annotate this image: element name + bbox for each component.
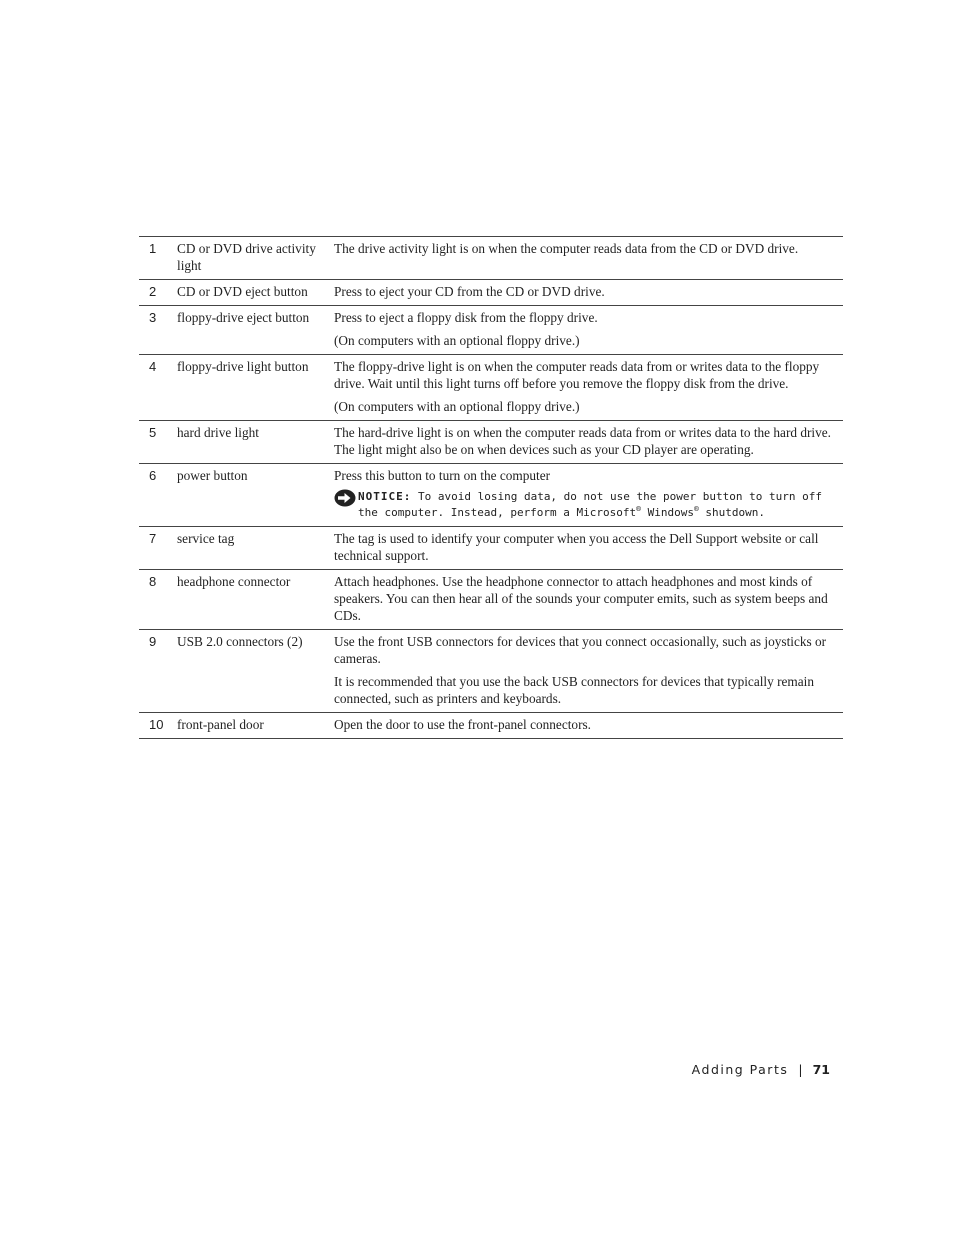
component-name: floppy-drive light button [177, 355, 334, 421]
notice-text-part: To avoid losing data, do not use the power button to turn off the computer. Instead, perform a Microsoft [358, 490, 822, 519]
registered-mark: ® [693, 504, 699, 514]
component-name: front-panel door [177, 713, 334, 739]
callout-number: 2 [139, 280, 177, 306]
callout-number: 3 [139, 306, 177, 355]
notice-text-part: shutdown. [698, 506, 766, 519]
component-description [334, 464, 843, 527]
description-paragraph: Press this button to turn on the computer [334, 468, 551, 483]
description-paragraph: The floppy-drive light is on when the computer reads data from or writes data to the floppy drive. Wait until this light turns off before you remove the floppy disk from the drive. [334, 359, 820, 391]
footer-section-title: Adding Parts [691, 1062, 789, 1077]
footer-separator: | [798, 1062, 803, 1077]
table-row [139, 464, 843, 527]
table-row [139, 280, 843, 306]
component-description [334, 527, 843, 570]
component-description [334, 280, 843, 306]
description-paragraph: (On computers with an optional floppy drive.) [334, 333, 580, 348]
registered-mark: ® [636, 504, 641, 514]
description-paragraph: Press to eject a floppy disk from the floppy drive. [334, 310, 598, 325]
description-paragraph: (On computers with an optional floppy drive.) [334, 399, 580, 414]
component-description [334, 355, 843, 421]
description-paragraph: Open the door to use the front-panel connectors. [334, 717, 591, 732]
callout-number: 8 [139, 570, 177, 630]
callout-number: 6 [139, 464, 177, 527]
component-description [334, 570, 843, 630]
table-row [139, 713, 843, 739]
notice-text-part: Windows [640, 506, 694, 519]
component-description [334, 306, 843, 355]
table-row [139, 237, 843, 280]
component-name: service tag [177, 527, 334, 570]
description-paragraph: The drive activity light is on when the computer reads data from the CD or DVD drive. [334, 241, 799, 256]
component-name: CD or DVD drive activity light [177, 237, 334, 280]
component-name: USB 2.0 connectors (2) [177, 630, 334, 713]
component-name: floppy-drive eject button [177, 306, 334, 355]
callout-number: 4 [139, 355, 177, 421]
callout-number: 7 [139, 527, 177, 570]
notice-box [334, 489, 839, 521]
description-paragraph: Use the front USB connectors for devices that you connect occasionally, such as joysticks or cameras. [334, 634, 827, 666]
table-row [139, 355, 843, 421]
table-row [139, 306, 843, 355]
component-description [334, 421, 843, 464]
description-paragraph: Attach headphones. Use the headphone connector to attach headphones and most kinds of speakers. You can then hear all of the sounds your computer emits, such as system beeps and CDs. [334, 574, 828, 623]
component-name: hard drive light [177, 421, 334, 464]
callout-number: 5 [139, 421, 177, 464]
table-row [139, 570, 843, 630]
component-description [334, 713, 843, 739]
parts-table-body [139, 237, 843, 739]
description-paragraph: It is recommended that you use the back USB connectors for devices that typically remain connected, such as printers and keyboards. [334, 674, 815, 706]
table-row [139, 421, 843, 464]
table-row [139, 527, 843, 570]
notice-label: NOTICE: [358, 490, 412, 503]
parts-table [139, 236, 843, 739]
page-number: 71 [812, 1062, 830, 1077]
component-name: power button [177, 464, 334, 527]
component-name: CD or DVD eject button [177, 280, 334, 306]
description-paragraph: The hard-drive light is on when the computer reads data from or writes data to the hard drive. The light might also be on when devices such as your CD player are operating. [334, 425, 831, 457]
callout-number: 10 [139, 713, 177, 739]
notice-text [358, 489, 839, 521]
component-name: headphone connector [177, 570, 334, 630]
notice-arrow-icon [334, 489, 358, 509]
page-footer [692, 1062, 830, 1077]
table-row [139, 630, 843, 713]
description-paragraph: Press to eject your CD from the CD or DVD drive. [334, 284, 605, 299]
component-description [334, 237, 843, 280]
component-description [334, 630, 843, 713]
description-paragraph: The tag is used to identify your computer when you access the Dell Support website or call technical support. [334, 531, 819, 563]
callout-number: 1 [139, 237, 177, 280]
callout-number: 9 [139, 630, 177, 713]
